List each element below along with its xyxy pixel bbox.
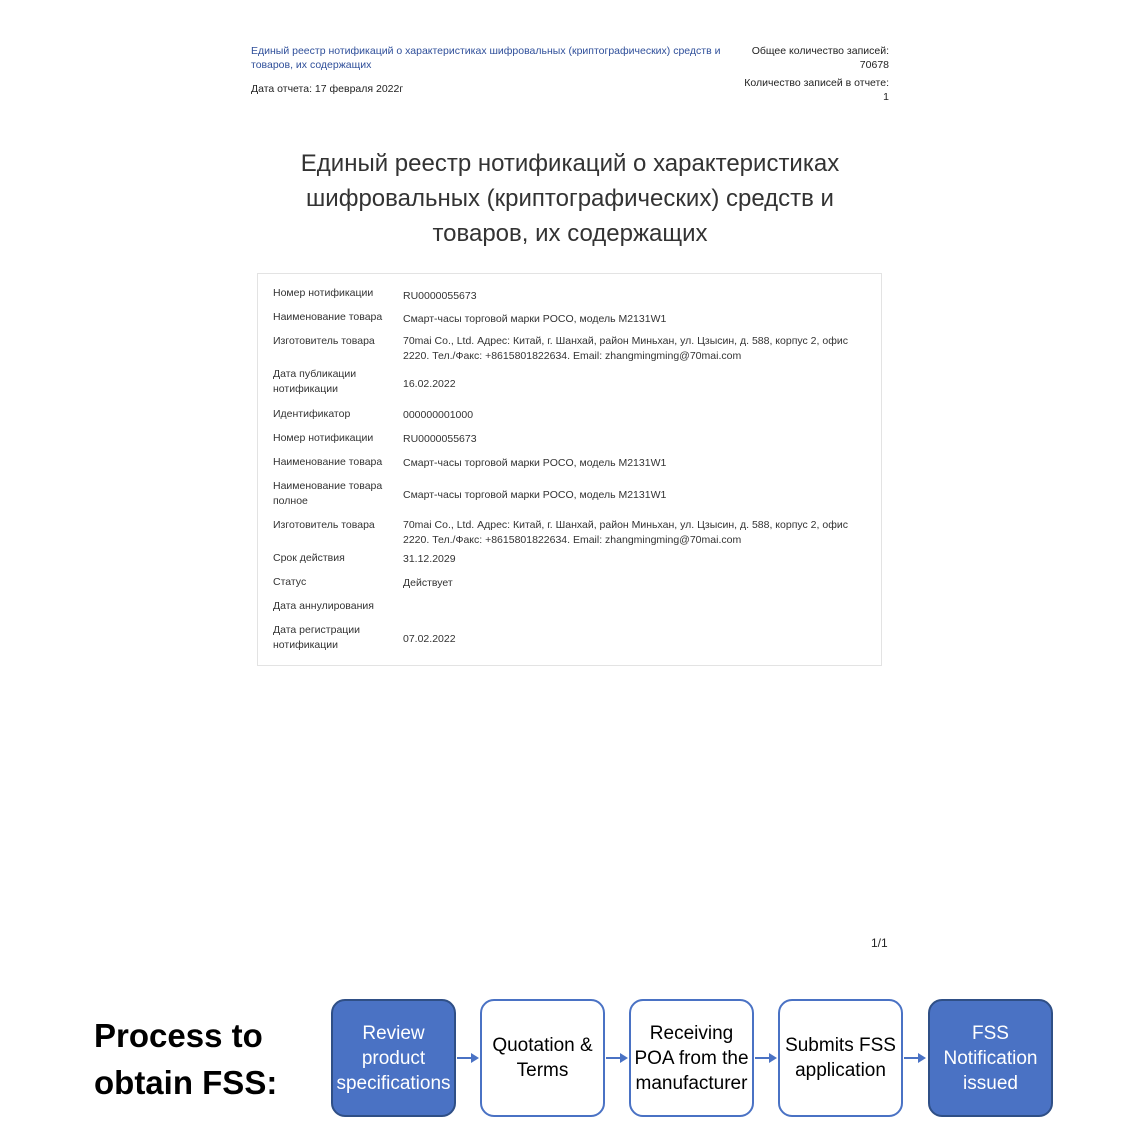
- record-row: [273, 599, 861, 614]
- field-label: Дата публикации нотификации: [273, 368, 357, 395]
- field-value: 70mai Co., Ltd. Адрес: Китай, г. Шанхай, район Миньхан, ул. Цзысин, д. 588, корпус 2, офис 2220. Тел./Факс: +8615801822634. Email: zhangmingming@70mai.com: [403, 335, 848, 362]
- field-value: 16.02.2022: [403, 378, 456, 390]
- step-submit-application: [778, 999, 903, 1117]
- step-notification-issued: [928, 999, 1053, 1117]
- step-label: Receiving POA from the manufacturer: [634, 1022, 749, 1094]
- record-card: [257, 273, 882, 666]
- field-label: Наименование товара: [273, 311, 383, 323]
- page-title: Единый реестр нотификаций о характеристиках шифровальных (криптографических) средств и товаров, их содержащих: [300, 150, 840, 247]
- step-label: Review product specifications: [336, 1022, 451, 1094]
- record-row: [273, 334, 861, 363]
- field-value: Смарт-часы торговой марки POCO, модель M2131W1: [403, 313, 667, 325]
- record-row: [273, 551, 861, 567]
- field-value: RU0000055673: [403, 290, 477, 302]
- record-row: [273, 407, 861, 423]
- record-row: [273, 575, 861, 591]
- step-label: Quotation & Terms: [492, 1035, 593, 1081]
- field-value: 07.02.2022: [403, 633, 456, 645]
- arrow-right-icon: [606, 1051, 628, 1065]
- arrow-right-icon: [755, 1051, 777, 1065]
- field-label: Дата регистрации нотификации: [273, 624, 361, 651]
- record-row: [273, 286, 861, 304]
- arrow-right-icon: [904, 1051, 926, 1065]
- field-label: Номер нотификации: [273, 287, 374, 299]
- record-row: [273, 310, 861, 327]
- field-label: Изготовитель товара: [273, 335, 375, 347]
- record-row: [273, 623, 861, 652]
- record-row: [273, 431, 861, 447]
- field-value: 31.12.2029: [403, 553, 456, 565]
- page-number: 1/1: [871, 936, 888, 950]
- field-label: Идентификатор: [273, 408, 351, 420]
- field-value: Действует: [403, 577, 453, 589]
- step-review-specifications: [331, 999, 456, 1117]
- field-label: Изготовитель товара: [273, 519, 375, 531]
- step-label: Submits FSS application: [785, 1035, 896, 1081]
- field-value: [403, 599, 861, 614]
- field-label: Номер нотификации: [273, 432, 374, 444]
- record-row: [273, 455, 861, 471]
- report-counts: [739, 44, 889, 104]
- records-in-report: Количество записей в отчете: 1: [744, 77, 889, 103]
- field-value: 000000001000: [403, 409, 474, 421]
- field-value: Смарт-часы торговой марки POCO, модель M2131W1: [403, 457, 667, 469]
- arrow-right-icon: [457, 1051, 479, 1065]
- record-row: [273, 479, 861, 508]
- step-quotation-terms: [480, 999, 605, 1117]
- field-label: Наименование товара полное: [273, 480, 383, 507]
- step-receiving-poa: [629, 999, 754, 1117]
- field-label: Дата аннулирования: [273, 600, 374, 612]
- field-value: RU0000055673: [403, 433, 477, 445]
- record-row: [273, 518, 861, 547]
- report-date: Дата отчета: 17 февраля 2022г: [251, 83, 404, 95]
- registry-header-link[interactable]: Единый реестр нотификаций о характеристиках шифровальных (криптографических) средств и товаров, их содержащих: [251, 45, 721, 71]
- field-value: 70mai Co., Ltd. Адрес: Китай, г. Шанхай, район Миньхан, ул. Цзысин, д. 588, корпус 2, офис 2220. Тел./Факс: +8615801822634. Email: zhangmingming@70mai.com: [403, 519, 848, 546]
- record-row: [273, 367, 861, 396]
- field-label: Срок действия: [273, 552, 345, 564]
- field-value: Смарт-часы торговой марки POCO, модель M2131W1: [403, 489, 667, 501]
- total-records: Общее количество записей: 70678: [751, 45, 889, 71]
- field-label: Статус: [273, 576, 307, 588]
- step-label: FSS Notification issued: [943, 1022, 1038, 1094]
- process-title: Process to obtain FSS:: [94, 1017, 278, 1101]
- field-label: Наименование товара: [273, 456, 383, 468]
